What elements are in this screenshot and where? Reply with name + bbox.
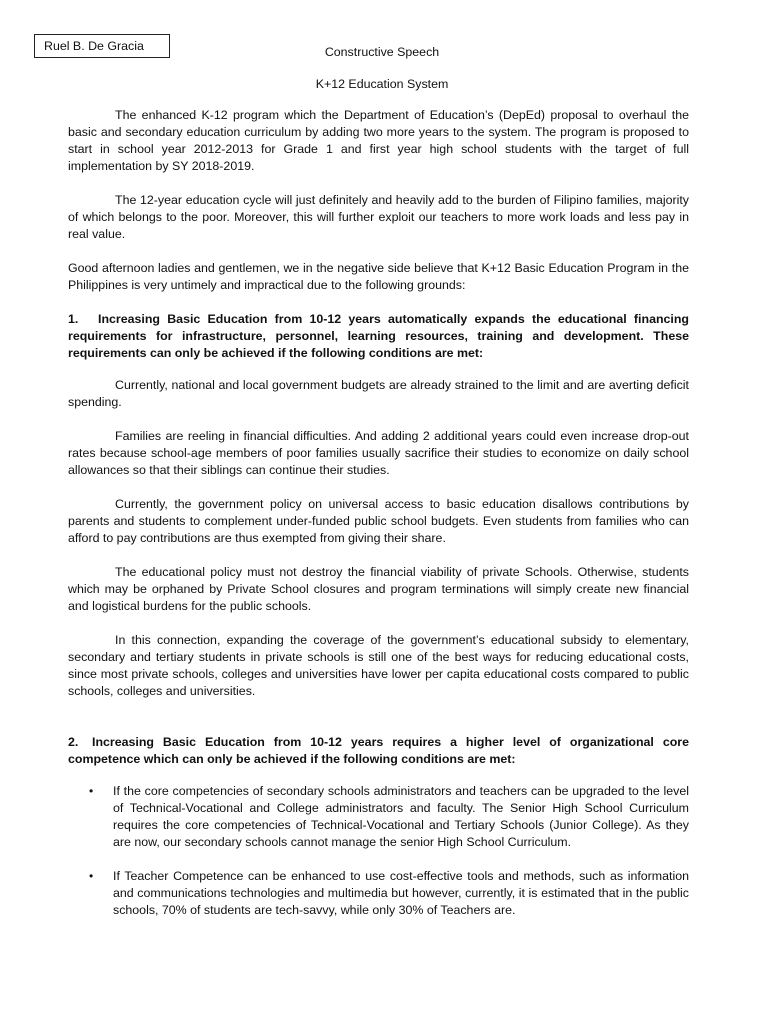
point-1-paragraph: Families are reeling in financial difficulties. And adding 2 additional years could even increase drop-out rates because school-age members of poor families usually sacrifice their studies to economize on daily school allowances so that their siblings can continue their studies. bbox=[68, 429, 689, 477]
bullet-item bbox=[68, 783, 689, 851]
point-1-paragraph: Currently, national and local government budgets are already strained to the limit and are averting deficit spending. bbox=[68, 378, 689, 409]
bullet-text: If Teacher Competence can be enhanced to use cost-effective tools and methods, such as information and communications technologies and multimedia but however, currently, it is estimated that in the public schools, 70% of students are tech-savvy, while only 30% of Teachers are. bbox=[113, 869, 689, 917]
bullet-icon: • bbox=[89, 869, 94, 883]
bullet-icon: • bbox=[89, 784, 94, 798]
point-1-paragraph: In this connection, expanding the coverage of the government’s educational subsidy to elementary, secondary and tertiary students in private schools is still one of the best ways for reducing educational costs, since most private schools, colleges and universities have lower per capita educational costs compared to public schools, colleges and universities. bbox=[68, 633, 689, 698]
author-name-box: Ruel B. De Gracia bbox=[34, 34, 170, 58]
point-1-paragraph: Currently, the government policy on universal access to basic education disallows contributions by parents and students to complement under-funded public school budgets. Even students from families who can afford to pay contributions are thus exempted from giving their share. bbox=[68, 497, 689, 545]
point-1-paragraph: The educational policy must not destroy the financial viability of private Schools. Otherwise, students which may be orphaned by Private School closures and program terminations will simply create new financial and logistical burdens for the public schools. bbox=[68, 565, 689, 613]
point-1-heading-text: Increasing Basic Education from 10-12 years automatically expands the educational financing requirements for infrastructure, personnel, learning resources, training and development. These requirements can only be achieved if the following conditions are met: bbox=[68, 312, 689, 360]
point-1-number: 1. bbox=[68, 312, 79, 326]
opening-statement: Good afternoon ladies and gentlemen, we in the negative side believe that K+12 Basic Education Program in the Philippines is very untimely and impractical due to the following grounds: bbox=[68, 261, 689, 292]
document-body bbox=[68, 107, 689, 936]
point-1-heading bbox=[68, 311, 689, 362]
point-2-number: 2. bbox=[68, 735, 79, 749]
document-subtitle: K+12 Education System bbox=[315, 77, 449, 91]
point-2-heading-text: Increasing Basic Education from 10-12 years requires a higher level of organizational core competence which can only be achieved if the following conditions are met: bbox=[68, 735, 689, 766]
bullet-text: If the core competencies of secondary schools administrators and teachers can be upgraded to the level of Technical-Vocational and College administrators and faculty. The Senior High School Curriculum requires the core competencies of Technical-Vocational and Tertiary Schools (Junior College). As they are now, our secondary schools cannot manage the senior High School Curriculum. bbox=[113, 784, 689, 849]
document-title: Constructive Speech bbox=[324, 45, 440, 59]
section-spacer bbox=[68, 717, 689, 734]
point-2-heading bbox=[68, 734, 689, 768]
bullet-item bbox=[68, 868, 689, 919]
point-2-bullet-list bbox=[68, 783, 689, 919]
intro-paragraph: The 12-year education cycle will just definitely and heavily add to the burden of Filipino families, majority of which belongs to the poor. Moreover, this will further exploit our teachers to more work loads and less pay in real value. bbox=[68, 193, 689, 241]
intro-paragraph: The enhanced K-12 program which the Department of Education’s (DepEd) proposal to overhaul the basic and secondary education curriculum by adding two more years to the system. The program is proposed to start in school year 2012-2013 for Grade 1 and first year high school students with the target of full implementation by SY 2018-2019. bbox=[68, 108, 689, 173]
